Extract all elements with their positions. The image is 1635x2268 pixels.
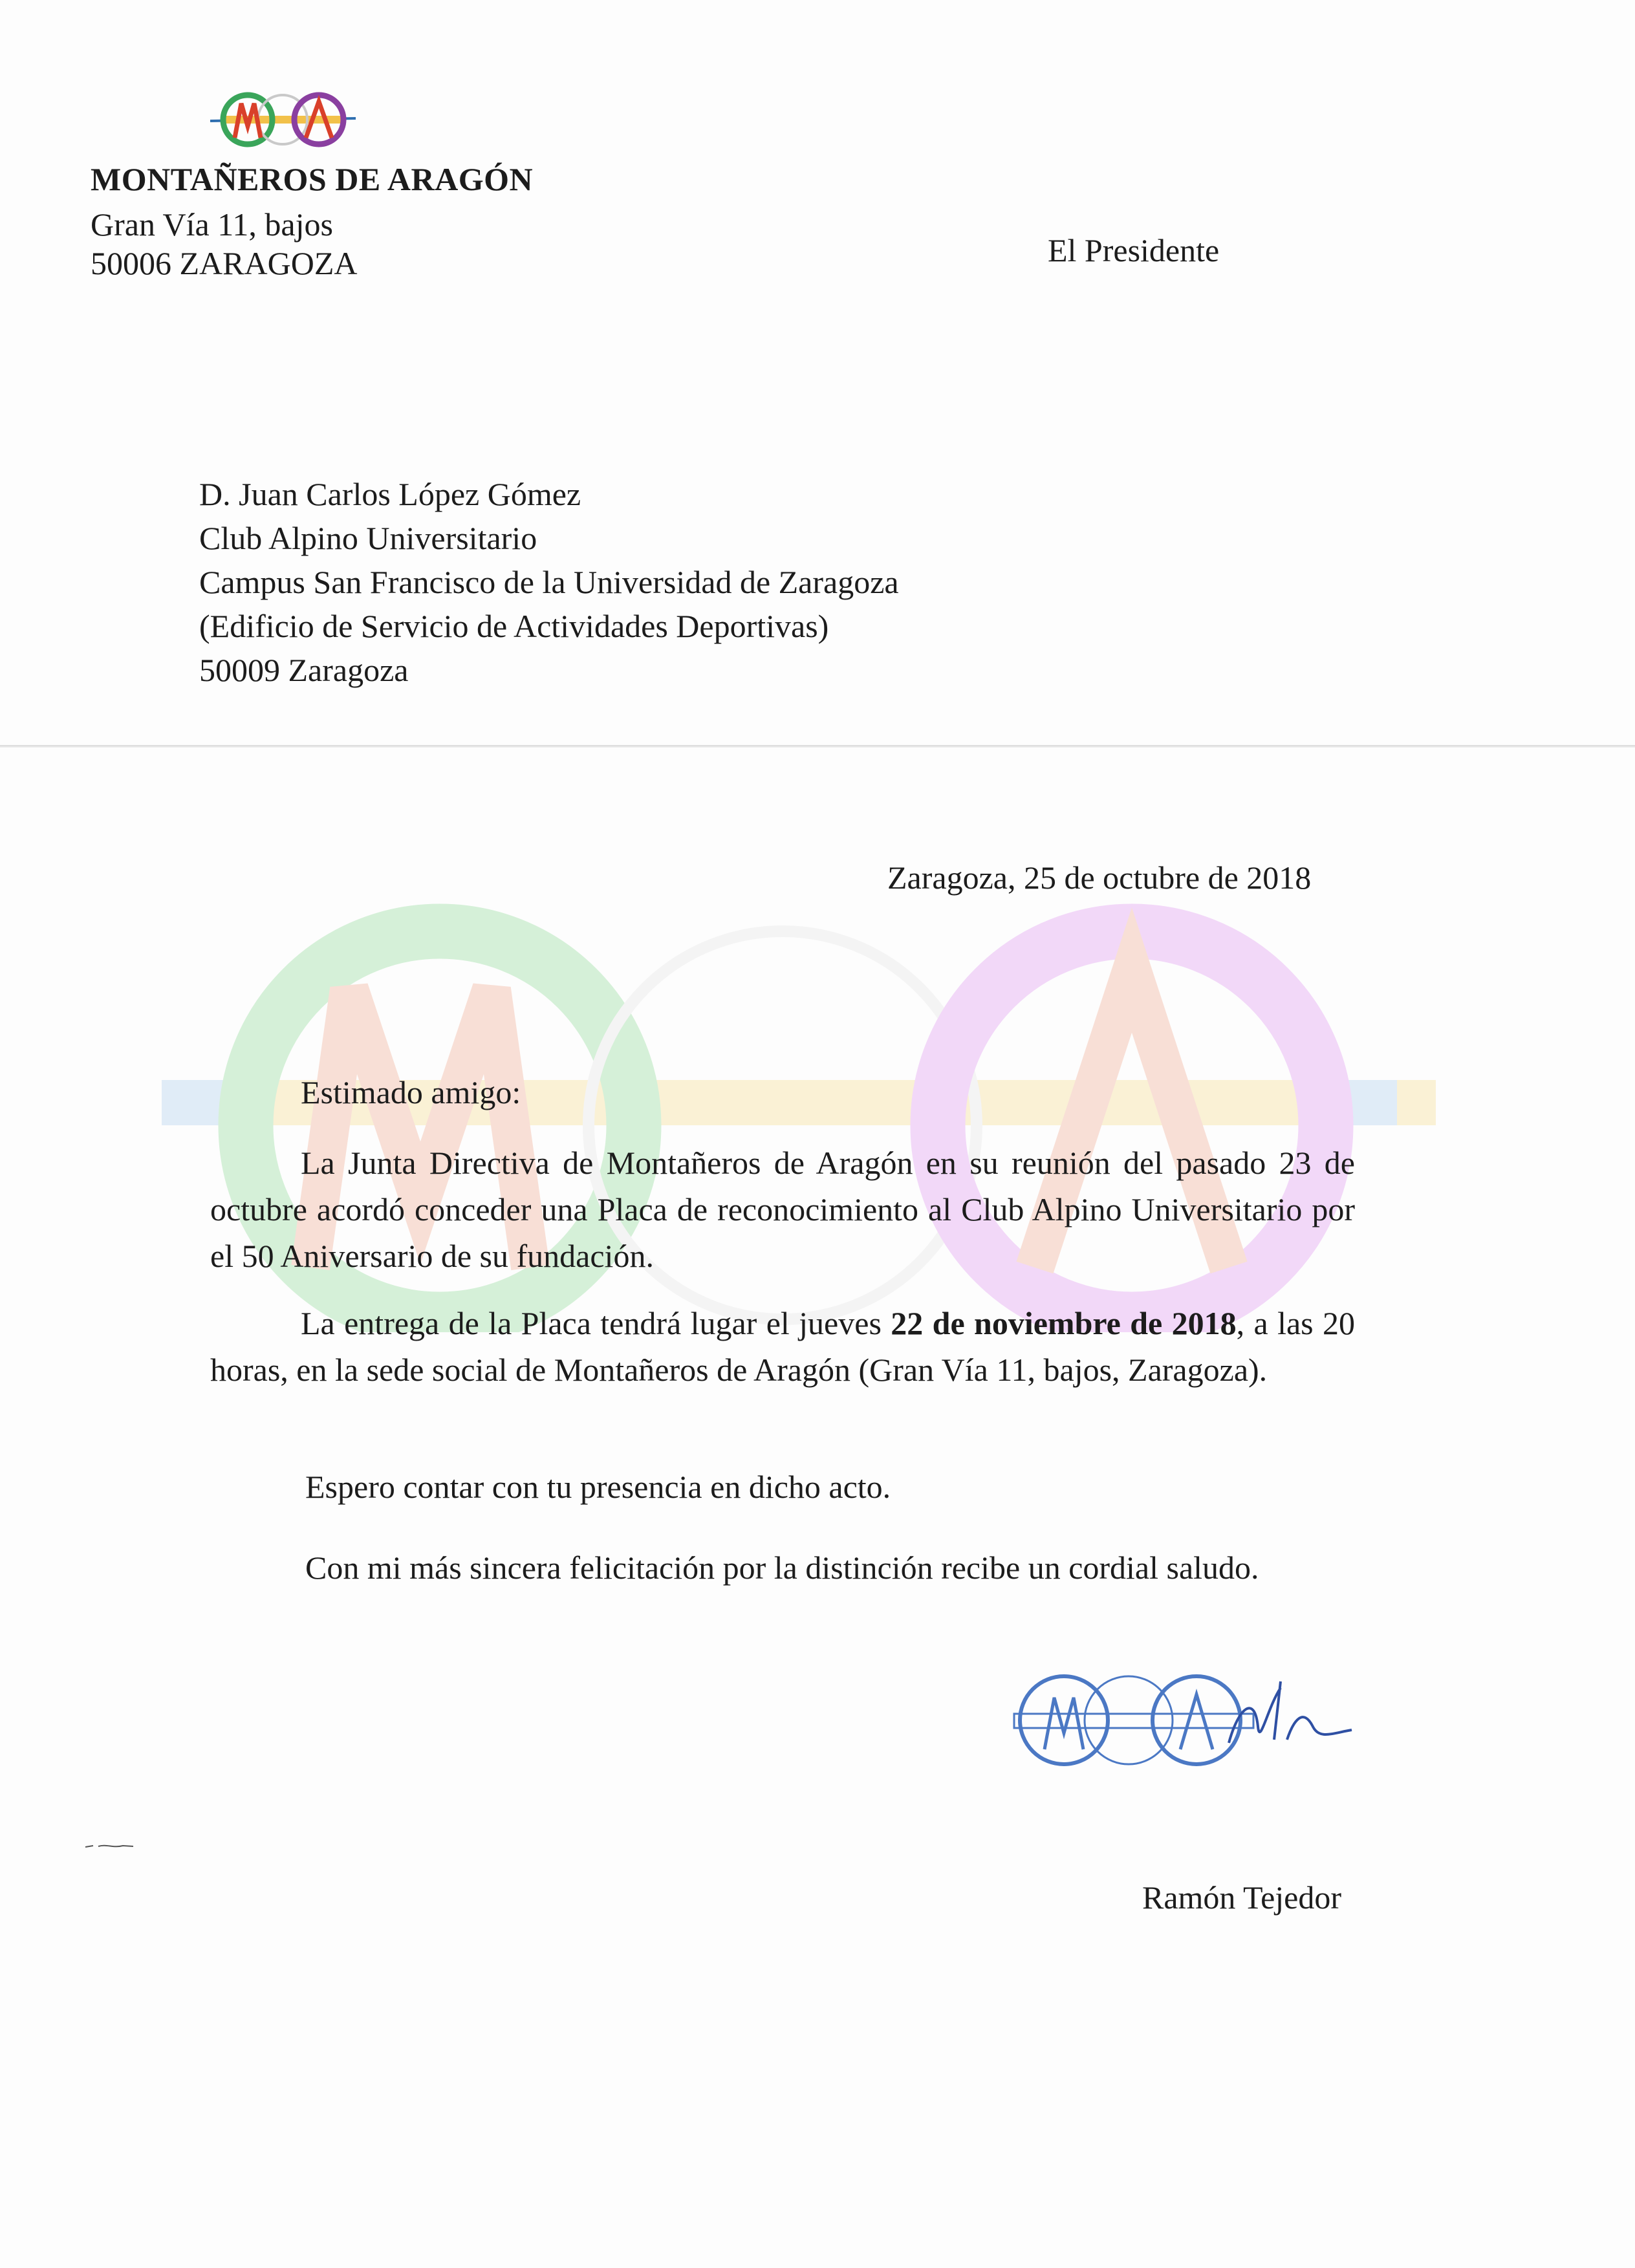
- closing-presence: Espero contar con tu presencia en dicho acto.: [305, 1469, 891, 1505]
- organization-street: Gran Vía 11, bajos: [91, 206, 333, 243]
- paper-fold-line: [0, 745, 1635, 748]
- closing-greeting: Con mi más sincera felicitación por la distinción recibe un cordial saludo.: [305, 1550, 1259, 1586]
- ceremony-date: 22 de noviembre de 2018: [891, 1305, 1237, 1341]
- recipient-city: 50009 Zaragoza: [199, 652, 409, 688]
- scan-mark-icon: [84, 1842, 136, 1850]
- ceremony-text-start: La entrega de la Placa tendrá lugar el jueves: [301, 1305, 891, 1341]
- signature-stamp-icon: [1009, 1669, 1358, 1778]
- signer-name: Ramón Tejedor: [1142, 1879, 1342, 1916]
- organization-city: 50006 ZARAGOZA: [91, 245, 358, 281]
- salutation: Estimado amigo:: [301, 1074, 521, 1110]
- sender-role: El Presidente: [1048, 232, 1220, 268]
- montaneros-de-aragon-logo-icon: [210, 87, 356, 152]
- recipient-club: Club Alpino Universitario: [199, 520, 537, 556]
- paragraph-award: La Junta Directiva de Montañeros de Aragón en su reunión del pasado 23 de octubre acordó conceder una Placa de reconocimiento al Club Alpino Universitario por el 50 Aniversario de su fundación.: [210, 1145, 1355, 1274]
- ceremony-text-end: , a las 20 horas, en la sede social de Montañeros de Aragón (Gran Vía 11, bajos, Zaragoza).: [210, 1305, 1355, 1388]
- recipient-name: D. Juan Carlos López Gómez: [199, 476, 581, 512]
- letter-date: Zaragoza, 25 de octubre de 2018: [887, 859, 1312, 896]
- paragraph-ceremony: [210, 1300, 1355, 1393]
- recipient-campus: Campus San Francisco de la Universidad de Zaragoza: [199, 564, 899, 600]
- recipient-address: [199, 472, 899, 692]
- recipient-building: (Edificio de Servicio de Actividades Deportivas): [199, 608, 829, 644]
- organization-name: MONTAÑEROS DE ARAGÓN: [91, 161, 534, 197]
